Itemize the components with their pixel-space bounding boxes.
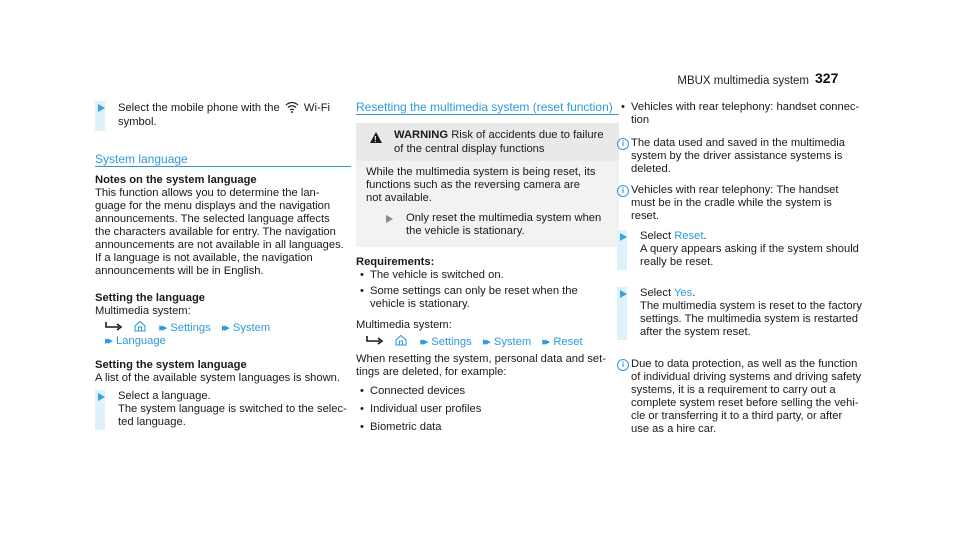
chevron-icon: ▸▸ <box>420 336 426 348</box>
nav-settings: Settings <box>431 336 472 348</box>
warning-body-3: not available. <box>366 192 432 204</box>
info-2-line-1: Vehicles with rear telephony: The handset <box>631 184 839 196</box>
bullet-text-2: tion <box>631 114 650 126</box>
info-2-line-3: reset. <box>631 210 659 222</box>
warning-title: Risk of accidents due to failure <box>451 129 604 141</box>
list-item: Individual user profiles <box>370 403 482 415</box>
yes-keyword: Yes <box>674 287 693 299</box>
step-arrow-icon <box>386 215 393 223</box>
step-select-language <box>95 390 351 430</box>
system-language-heading: Setting the system language <box>95 359 247 371</box>
requirement-2: Some settings can only be reset when the <box>370 285 578 297</box>
nav-start-arrow-icon <box>366 335 384 346</box>
chevron-icon: ▸▸ <box>542 336 548 348</box>
notes-line-7: announcements will be in English. <box>95 265 264 277</box>
bullet-icon: • <box>360 421 364 433</box>
step-text-3: ted language. <box>118 416 186 428</box>
step-body-2: settings. The multimedia system is restarted <box>640 313 859 325</box>
warning-title-2: of the central display functions <box>394 143 545 155</box>
step-body-1: A query appears asking if the system should <box>640 243 859 255</box>
section-title-reset: Resetting the multimedia system (reset function) <box>356 100 613 114</box>
system-language-text: A list of the available system languages is shown. <box>95 372 341 384</box>
multimedia-system-label: Multimedia system: <box>95 305 191 317</box>
list-item: Biometric data <box>370 421 442 433</box>
notes-line-6: If a language is not available, the navigation <box>95 252 313 264</box>
nav-path-cont <box>105 335 166 348</box>
wifi-icon <box>285 101 299 113</box>
info-1-line-2: system by the driver assistance systems is <box>631 150 843 162</box>
requirements-heading: Requirements: <box>356 256 435 268</box>
info-2-line-2: must be in the cradle while the system is <box>631 197 832 209</box>
chevron-icon: ▸▸ <box>159 322 165 334</box>
bullet-icon: • <box>621 101 625 113</box>
step-text: Select a language. <box>118 390 211 402</box>
list-item: Connected devices <box>370 385 466 397</box>
wifi-label: Wi-Fi <box>303 102 331 114</box>
step-body-2: really be reset. <box>640 256 714 268</box>
reset-intro-2: tings are deleted, for example: <box>356 366 507 378</box>
step-text: Select <box>640 230 675 242</box>
info-3-line-6: use as a hire car. <box>631 423 717 435</box>
chevron-icon: ▸▸ <box>105 335 111 347</box>
reset-intro-1: When resetting the system, personal data and set- <box>356 353 606 365</box>
info-3-line-1: Due to data protection, as well as the function <box>631 358 858 370</box>
nav-reset: Reset <box>553 336 583 348</box>
running-header-title: MBUX multimedia system <box>677 75 809 87</box>
nav-start-arrow-icon <box>105 321 123 332</box>
step-text-2: The system language is switched to the selec- <box>118 403 347 415</box>
step-select-yes: Select Yes. The multimedia system is reset to the factory settings. The multimedia system is restarted after the system reset. <box>617 287 869 340</box>
bullet-text: Vehicles with rear telephony: handset connec- <box>631 101 860 113</box>
step-arrow-icon <box>620 290 627 298</box>
step-arrow-icon <box>98 393 105 401</box>
section-rule <box>356 114 619 115</box>
chevron-icon: ▸▸ <box>482 336 488 348</box>
nav-path <box>366 334 583 349</box>
notes-line-5: announcements are not available in all languages. <box>95 239 344 251</box>
reset-keyword: Reset <box>674 230 704 242</box>
warning-label: WARNING <box>394 129 449 141</box>
notes-line-3: announcements. The selected language affects <box>95 213 330 225</box>
notes-heading: Notes on the system language <box>95 174 257 186</box>
bullet-icon: • <box>360 269 364 281</box>
home-icon <box>395 334 407 346</box>
warning-box: ! WARNING Risk of accidents due to failure of the central display functions While the multimedia system is being reset, its functions such as the reversing camera are not available. Only reset the multimedia system when the vehicle is stationary. <box>356 123 619 247</box>
warning-step-2: the vehicle is stationary. <box>406 225 525 237</box>
requirement-1: The vehicle is switched on. <box>370 269 504 281</box>
nav-language: Language <box>116 335 166 347</box>
nav-path <box>105 320 270 335</box>
info-icon: i <box>617 138 629 150</box>
warning-body-2: functions such as the reversing camera are <box>366 179 580 191</box>
notes-line-4: the characters available for entry. The navigation <box>95 226 336 238</box>
home-icon <box>134 320 146 332</box>
step-body-3: after the system reset. <box>640 326 751 338</box>
step-select-phone <box>95 101 351 131</box>
notes-line-2: guage for the menu displays and the navigation <box>95 200 331 212</box>
bullet-icon: • <box>360 385 364 397</box>
requirement-2-cont: vehicle is stationary. <box>370 298 470 310</box>
info-1-line-1: The data used and saved in the multimedia <box>631 137 845 149</box>
section-title-system-language: System language <box>95 152 188 166</box>
chevron-icon: ▸▸ <box>221 322 227 334</box>
info-3-line-3: systems, it is a requirement to carry out a <box>631 384 836 396</box>
nav-settings: Settings <box>170 322 211 334</box>
warning-body-1: While the multimedia system is being reset, its <box>366 166 596 178</box>
nav-system: System <box>232 322 271 334</box>
info-icon: i <box>617 359 629 371</box>
page-number: 327 <box>815 70 839 86</box>
info-icon: i <box>617 185 629 197</box>
warning-step-1: Only reset the multimedia system when <box>406 212 602 224</box>
bullet-icon: • <box>360 285 364 297</box>
step-text: Select <box>640 287 674 299</box>
notes-line-1: This function allows you to determine the lan- <box>95 187 320 199</box>
nav-system: System <box>493 336 532 348</box>
warning-body <box>356 161 619 247</box>
step-body-1: The multimedia system is reset to the factory <box>640 300 862 312</box>
info-1-line-3: deleted. <box>631 163 671 175</box>
step-arrow-icon <box>98 104 105 112</box>
info-3-line-4: complete system reset before selling the vehi- <box>631 397 859 409</box>
step-select-reset: Select Reset. A query appears asking if the system should really be reset. <box>617 230 869 270</box>
multimedia-system-label: Multimedia system: <box>356 319 452 331</box>
info-3-line-5: cle or transferring it to a third party, or after <box>631 410 843 422</box>
info-3-line-2: of individual driving systems and driving safety <box>631 371 862 383</box>
step-text-cont: symbol. <box>118 116 157 128</box>
step-text: Select the mobile phone with the <box>118 102 280 114</box>
setting-language-heading: Setting the language <box>95 292 206 304</box>
step-arrow-icon <box>620 233 627 241</box>
bullet-icon: • <box>360 403 364 415</box>
section-rule <box>95 166 351 167</box>
